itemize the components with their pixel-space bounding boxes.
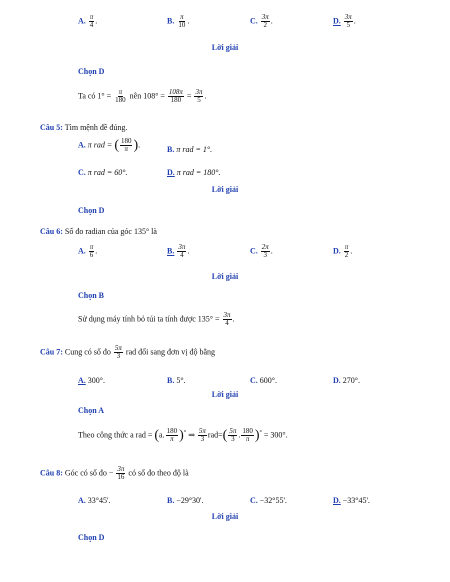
- chon-answer: Chọn D: [78, 533, 105, 542]
- fraction: $\frac{\pi}{6}$: [89, 243, 94, 260]
- loi-giai-heading: Lời giải: [211, 512, 239, 521]
- fraction: $\frac{180}{\pi}$: [242, 427, 253, 444]
- q8-option-a: A. 33°45'.: [78, 496, 111, 505]
- option-letter: A.: [78, 376, 86, 385]
- option-letter: C.: [250, 496, 258, 505]
- q4-option-a: A. $\frac{\pi}{4}$ .: [78, 13, 98, 30]
- q5-option-c: C. π rad = 60°.: [78, 168, 128, 177]
- question-5: [40, 123, 127, 132]
- q4-solution: Ta có 1° = $\frac{\pi}{180}$ nên 108° = $\frac{108\pi}{180}$ = $\frac{3\pi}{5}$ .: [78, 88, 207, 105]
- fraction: $\frac{3\pi}{5}$: [195, 88, 203, 105]
- option-letter: D.: [333, 16, 341, 26]
- fraction: $\frac{5\pi}{3}$: [198, 427, 206, 444]
- option-letter: B.: [167, 16, 175, 26]
- option-letter: D.: [333, 246, 341, 256]
- question-8: Câu 8: Góc có số đo − $\frac{3\pi}{16}$ có số đo theo độ là: [40, 465, 189, 482]
- question-text: Số đo radian của góc 135° là: [64, 227, 157, 236]
- q7-option-c: C. 600°.: [250, 376, 277, 385]
- option-letter: D.: [167, 168, 175, 177]
- option-letter: D.: [333, 496, 341, 505]
- option-letter: C.: [250, 16, 258, 26]
- fraction: $\frac{180}{\pi}$: [120, 137, 132, 154]
- fraction: $\frac{2\pi}{3}$: [261, 243, 269, 260]
- q6-option-d: D. $\frac{\pi}{2}$ .: [333, 243, 353, 260]
- fraction: $\frac{\pi}{2}$: [344, 243, 349, 260]
- option-letter: C.: [78, 168, 86, 177]
- q7-solution: Theo công thức a rad = (a. $\frac{180}{\pi}$ )° ⇒ $\frac{5\pi}{3}$ rad=( $\frac{5\pi}{3}$ . $\frac{180}{\pi}$ )° = 300°.: [78, 427, 288, 444]
- q6-option-c: C. $\frac{2\pi}{3}$ .: [250, 243, 273, 260]
- q6-option-b: B. $\frac{3\pi}{4}$ .: [167, 243, 190, 260]
- q4-option-b: B. $\frac{\pi}{10}$ .: [167, 13, 190, 30]
- q6-option-a: A. $\frac{\pi}{6}$ .: [78, 243, 98, 260]
- question-label: Câu 6:: [40, 227, 63, 236]
- fraction: $\frac{\pi}{180}$: [115, 88, 126, 105]
- question-text: Tìm mệnh đề đúng.: [64, 123, 128, 132]
- question-label: Câu 8:: [40, 468, 63, 478]
- option-letter: B.: [167, 376, 175, 385]
- fraction: $\frac{108\pi}{180}$: [168, 88, 183, 105]
- fraction: $\frac{3\pi}{16}$: [117, 465, 125, 482]
- chon-answer: Chọn A: [78, 406, 105, 415]
- q8-option-b: B. −29°30'.: [167, 496, 204, 505]
- q5-option-d: D. π rad = 180°.: [167, 168, 221, 177]
- option-letter: A.: [78, 140, 86, 150]
- loi-giai-heading: Lời giải: [211, 43, 239, 52]
- fraction: $\frac{3\pi}{5}$: [344, 13, 352, 30]
- q7-option-d: D. 270°.: [333, 376, 360, 385]
- option-letter: B.: [167, 246, 175, 256]
- option-letter: A.: [78, 16, 86, 26]
- fraction: $\frac{\pi}{10}$: [178, 13, 186, 30]
- q4-option-d: D. $\frac{3\pi}{5}$ .: [333, 13, 356, 30]
- fraction: $\frac{3\pi}{2}$: [261, 13, 269, 30]
- option-letter: B.: [167, 145, 175, 154]
- q7-option-b: B. 5°.: [167, 376, 186, 385]
- option-letter: C.: [250, 246, 258, 256]
- q7-option-a: A. 300°.: [78, 376, 105, 385]
- loi-giai-heading: Lời giải: [211, 185, 239, 194]
- q5-option-a: A. π rad = ( $\frac{180}{\pi}$ ).: [78, 137, 141, 154]
- q8-option-c: C. −32°55'.: [250, 496, 287, 505]
- q4-option-c: C. $\frac{3\pi}{2}$ .: [250, 13, 273, 30]
- q8-option-d: D. −33°45'.: [333, 496, 370, 505]
- option-letter: B.: [167, 496, 175, 505]
- chon-answer: Chọn D: [78, 206, 105, 215]
- question-label: Câu 5:: [40, 123, 63, 132]
- fraction: $\frac{5\pi}{3}$: [229, 427, 237, 444]
- q5-option-b: B. π rad = 1°.: [167, 145, 213, 154]
- loi-giai-heading: Lời giải: [211, 272, 239, 281]
- fraction: $\frac{5\pi}{3}$: [114, 344, 122, 361]
- fraction: $\frac{180}{\pi}$: [166, 427, 178, 444]
- question-7: Câu 7: Cung có số đo $\frac{5\pi}{3}$ rad đổi sang đơn vị độ bằng: [40, 344, 216, 361]
- fraction: $\frac{3\pi}{4}$: [178, 243, 186, 260]
- question-label: Câu 7:: [40, 347, 63, 357]
- option-letter: C.: [250, 376, 258, 385]
- option-letter: D.: [333, 376, 341, 385]
- loi-giai-heading: Lời giải: [211, 390, 239, 399]
- fraction: $\frac{3\pi}{4}$: [223, 311, 231, 328]
- fraction: $\frac{\pi}{4}$: [89, 13, 94, 30]
- chon-answer: Chọn B: [78, 291, 105, 300]
- question-6: [40, 227, 157, 236]
- option-letter: A.: [78, 246, 86, 256]
- q6-solution: Sử dụng máy tính bỏ túi ta tính được 135° = $\frac{3\pi}{4}$ .: [78, 311, 235, 328]
- option-letter: A.: [78, 496, 86, 505]
- chon-answer: Chọn D: [78, 67, 105, 76]
